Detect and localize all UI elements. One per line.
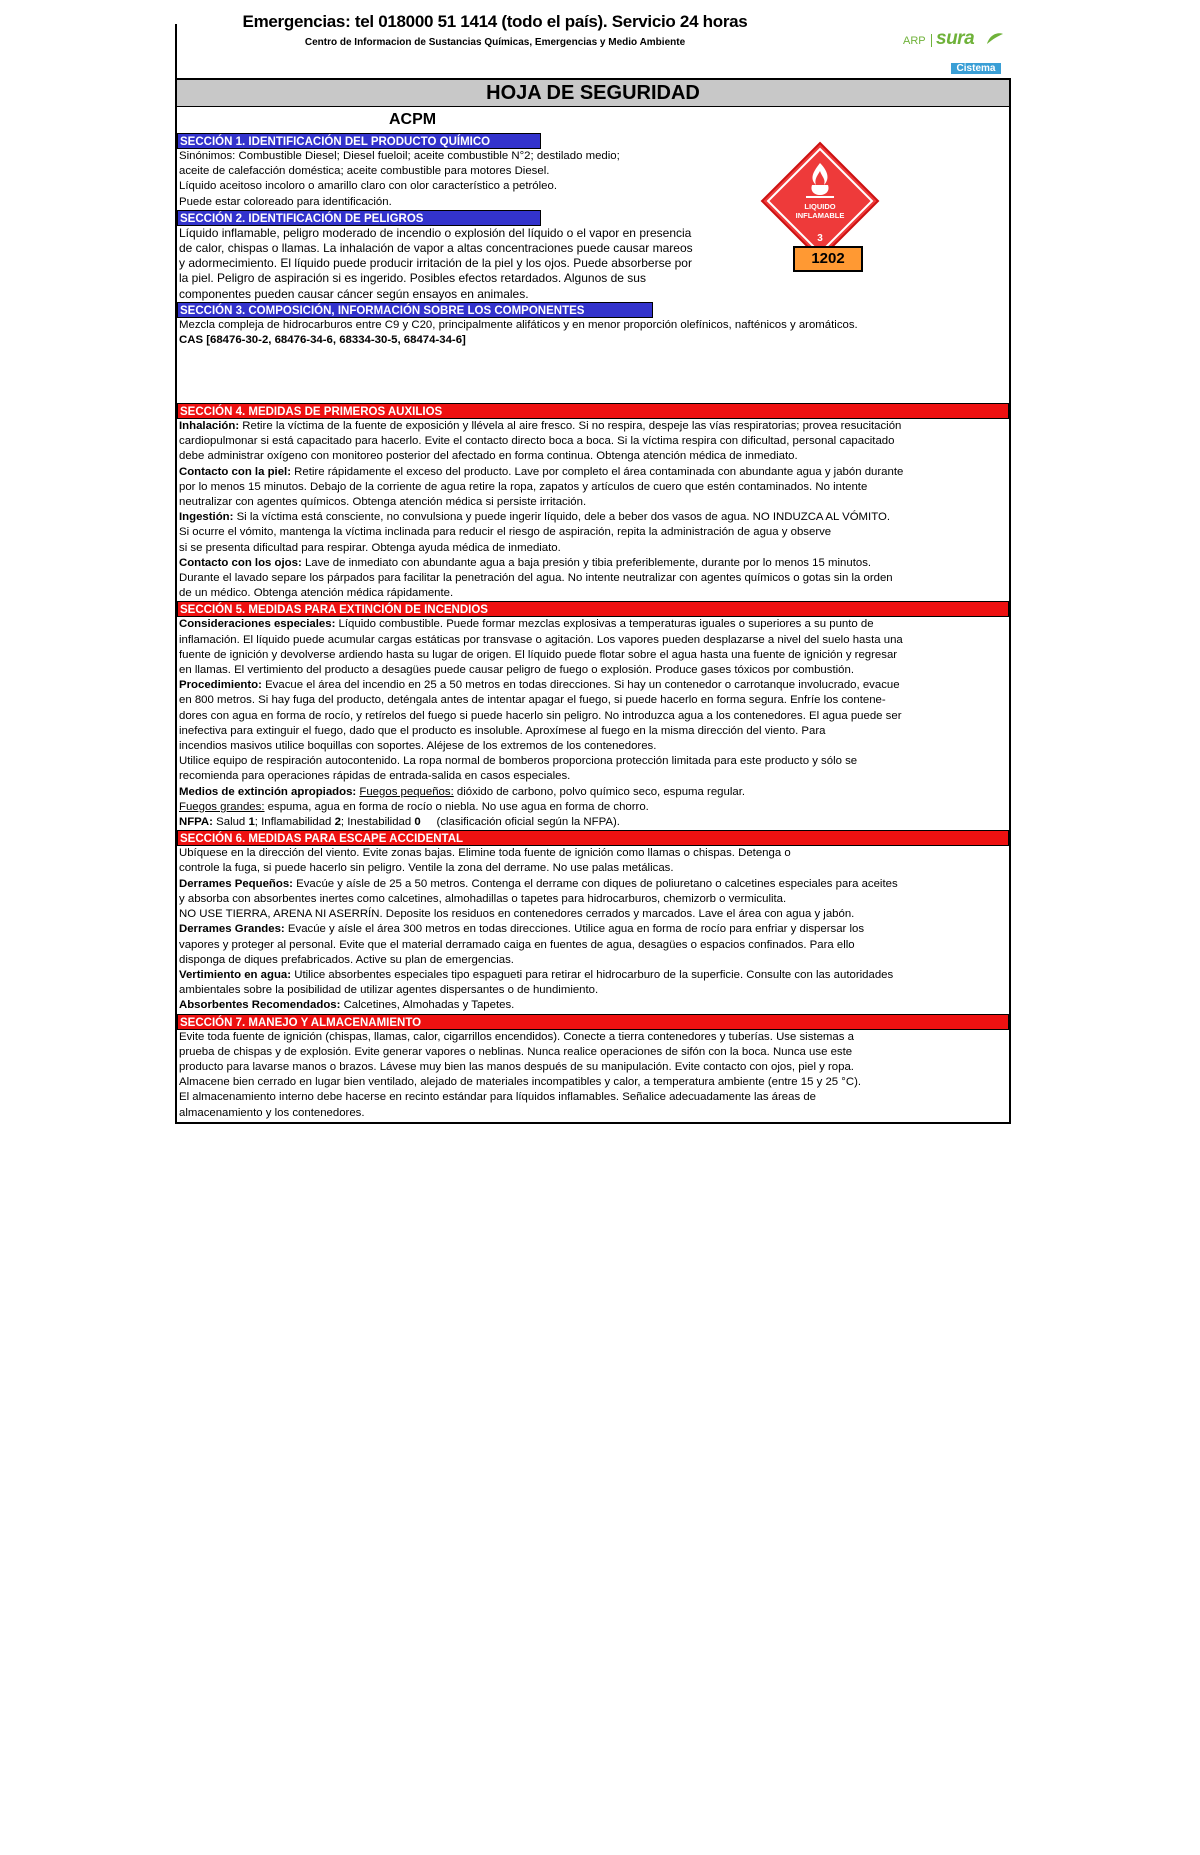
- large-spills-label: Derrames Grandes:: [179, 923, 285, 936]
- s7-line: producto para lavarse manos o brazos. Lávese muy bien las manos después de su manipulación. Evite contacto con ojos, piel y ropa.: [179, 1060, 854, 1073]
- s7-line: Evite toda fuente de ignición (chispas, llamas, calor, cigarrillos encendidos). Conecte a tierra contenedores y tuberías. Use sistemas a: [179, 1030, 854, 1043]
- s5-line: dores con agua en forma de rocío, y retírelos del fuego si puede hacerlo sin peligro. No introduzca agua a los contenedores. El agua puede ser: [179, 709, 902, 722]
- section-1-heading: SECCIÓN 1. IDENTIFICACIÓN DEL PRODUCTO QUÍMICO: [177, 133, 541, 149]
- section-4-heading: SECCIÓN 4. MEDIDAS DE PRIMEROS AUXILIOS: [177, 403, 1009, 419]
- s4-line: debe administrar oxígeno con monitoreo posterior del afectado en forma continua. Obtenga atención médica de inmediato.: [179, 450, 798, 463]
- cistema-badge: Cistema: [951, 63, 1001, 74]
- flammable-liquid-placard-icon: [760, 141, 880, 261]
- text: Salud: [212, 816, 249, 829]
- text: ; Inflamabilidad: [254, 816, 335, 829]
- s2-line: la piel. Peligro de aspiración si es ingerido. Posibles efectos retardados. Algunos de sus: [179, 271, 646, 286]
- text: Líquido combustible. Puede formar mezclas explosivas a temperaturas iguales o superiores a su punto de: [335, 618, 874, 631]
- un-number: 1202: [793, 246, 863, 272]
- extinction-media-label: Medios de extinción apropiados:: [179, 785, 357, 798]
- section-2-body: [177, 226, 719, 302]
- section-2-heading: SECCIÓN 2. IDENTIFICACIÓN DE PELIGROS: [177, 210, 541, 226]
- sura-leaf-icon: [986, 32, 1004, 46]
- text: Si la víctima está consciente, no convulsiona y puede ingerir líquido, dele a beber dos vasos de agua. NO INDUZCA AL VÓMITO.: [233, 511, 890, 524]
- text: Evacúe y aísle el área 300 metros en todas direcciones. Utilice agua en forma de rocío para enfriar y dispersar los: [284, 923, 865, 936]
- section-1-body: [177, 149, 1009, 210]
- section-5-heading: SECCIÓN 5. MEDIDAS PARA EXTINCIÓN DE INCENDIOS: [177, 601, 1009, 617]
- s4-line: Durante el lavado separe los párpados para facilitar la penetración del agua. No intente neutralizar con agentes químicos o gotas sin la orden: [179, 572, 893, 585]
- s5-line: inefectiva para extinguir el fuego, dado que el producto es insoluble. Aproxímese al fuego en la misma dirección del viento. Para: [179, 724, 826, 737]
- s5-line: fuente de ignición y devolverse ardiendo hasta su lugar de origen. El líquido puede flotar sobre el agua hasta una fuente de ignición y regresar: [179, 648, 898, 661]
- small-spills-label: Derrames Pequeños:: [179, 877, 293, 890]
- procedure-label: Procedimiento:: [179, 679, 262, 692]
- s1-line: Sinónimos: Combustible Diesel; Diesel fueloil; aceite combustible N°2; destilado medio;: [179, 150, 620, 162]
- s3-line: Mezcla compleja de hidrocarburos entre C9 y C20, principalmente alifáticos y en menor proporción olefínicos, nafténicos y aromáticos.: [179, 318, 858, 331]
- section-7-body: [177, 1030, 1009, 1122]
- text: Lave de inmediato con abundante agua a baja presión y tibia preferiblemente, durante por lo menos 15 minutos.: [301, 556, 872, 569]
- s6-line: NO USE TIERRA, ARENA NI ASERRÍN. Deposite los residuos en contenedores cerrados y marcados. Lave el área con agua y jabón.: [179, 908, 855, 921]
- s6-line: disponga de diques prefabricados. Active su plan de emergencias.: [179, 953, 514, 966]
- s4-line: cardiopulmonar si está capacitado para hacerlo. Evite el contacto directo boca a boca. Si la víctima respira con dificultad, personal capacitado: [179, 435, 895, 448]
- section-5-body: [177, 617, 1009, 830]
- s2-line: componentes pueden causar cáncer según ensayos en animales.: [179, 286, 529, 301]
- text: Evacúe y aísle de 25 a 50 metros. Contenga el derrame con diques de poliuretano o calcetines especiales para aceites: [292, 877, 898, 890]
- s2-line: de calor, chispas o llamas. La inhalación de vapor a altas concentraciones puede causar mareos: [179, 241, 693, 256]
- eye-contact-label: Contacto con los ojos:: [179, 556, 302, 569]
- text: espuma, agua en forma de rocío o niebla. No use agua en forma de chorro.: [264, 800, 649, 813]
- nfpa-label: NFPA:: [179, 816, 213, 829]
- inhalation-label: Inhalación:: [179, 420, 240, 432]
- placard-label-2: INFLAMABLE: [795, 211, 845, 220]
- small-fires-label: Fuegos pequeños:: [359, 785, 454, 798]
- placard-class: 3: [817, 233, 823, 244]
- text: (clasificación oficial según la NFPA).: [420, 816, 620, 829]
- emergency-line: Emergencias: tel 018000 51 1414 (todo el país). Servicio 24 horas: [242, 12, 748, 31]
- s1-line: Puede estar coloreado para identificación.: [179, 195, 392, 208]
- top-zone: [177, 133, 1009, 403]
- water-discharge-label: Vertimiento en agua:: [179, 968, 292, 981]
- placard-label-1: LIQUIDO: [804, 202, 836, 211]
- product-name: ACPM: [389, 111, 437, 128]
- section-7-heading: SECCIÓN 7. MANEJO Y ALMACENAMIENTO: [177, 1014, 1009, 1030]
- text: Calcetines, Almohadas y Tapetes.: [340, 999, 515, 1012]
- center-name: Centro de Informacion de Sustancias Químicas, Emergencias y Medio Ambiente: [304, 37, 686, 48]
- ingestion-label: Ingestión:: [179, 511, 234, 524]
- text: Retire la víctima de la fuente de exposición y llévela al aire fresco. Si no respira, despeje las vías respiratorias; provea resucitación: [239, 420, 902, 432]
- product-name-row: [177, 107, 1009, 133]
- s6-line: controle la fuga, si puede hacerlo sin peligro. Ventile la zona del derrame. No use palas metálicas.: [179, 862, 674, 875]
- sheet-frame: [175, 78, 1011, 1124]
- text: dióxido de carbono, polvo químico seco, espuma regular.: [453, 785, 746, 798]
- s5-line: en 800 metros. Si hay fuga del producto, deténgala antes de intentar apagar el fuego, si puede hacerlo en forma segura. Enfríe los contene-: [179, 694, 886, 707]
- section-3-body: [177, 318, 1009, 348]
- s4-line: Si ocurre el vómito, mantenga la víctima inclinada para reducir el riesgo de aspiración, repita la administración de agua y observe: [179, 526, 832, 539]
- s4-line: neutralizar con agentes químicos. Obtenga atención médica si persiste irritación.: [179, 496, 587, 509]
- text: Retire rápidamente el exceso del producto. Lave por completo el área contaminada con abundante agua y jabón durante: [291, 465, 904, 478]
- s5-line: inflamación. El líquido puede acumular cargas estáticas por transvase o agitación. Los vapores pueden desplazarse a nivel del suelo hasta una: [179, 633, 903, 646]
- skin-contact-label: Contacto con la piel:: [179, 465, 292, 478]
- s4-line: de un médico. Obtenga atención médica rápidamente.: [179, 587, 454, 600]
- s1-line: aceite de calefacción doméstica; aceite combustible para motores Diesel.: [179, 165, 550, 178]
- logo-arp: ARP: [903, 35, 926, 47]
- section-4-body: [177, 419, 1009, 601]
- section-6-heading: SECCIÓN 6. MEDIDAS PARA ESCAPE ACCIDENTAL: [177, 830, 1009, 846]
- s4-line: si se presenta dificultad para respirar. Obtenga ayuda médica de inmediato.: [179, 541, 561, 554]
- s6-line: ambientales sobre la posibilidad de utilizar agentes dispersantes o de hundimiento.: [179, 984, 599, 997]
- text: Evacue el área del incendio en 25 a 50 metros en todas direcciones. Si hay un contenedor o carrotanque involucrado, evacue: [261, 679, 900, 692]
- section-3-heading: SECCIÓN 3. COMPOSICIÓN, INFORMACIÓN SOBRE LOS COMPONENTES: [177, 302, 653, 318]
- page-title: HOJA DE SEGURIDAD: [177, 80, 1009, 107]
- s5-line: recomienda para operaciones rápidas de entrada-salida en casos especiales.: [179, 770, 571, 783]
- left-rule: [175, 24, 177, 80]
- s6-line: vapores y proteger al personal. Evite que el material derramado caiga en fuentes de agua, desagües o espacios confinados. Para ello: [179, 938, 855, 951]
- nfpa-flammability-value: 2: [334, 816, 341, 829]
- large-fires-label: Fuegos grandes:: [179, 800, 265, 813]
- s7-line: El almacenamiento interno debe hacerse en recinto estándar para líquidos inflamables. Señalice adecuadamente las áreas de: [179, 1091, 817, 1104]
- s6-line: Ubíquese en la dirección del viento. Evite zonas bajas. Elimine toda fuente de ignición como llamas o chispas. Detenga o: [179, 847, 791, 860]
- s5-line: Utilice equipo de respiración autocontenido. La ropa normal de bomberos proporciona protección limitada para este producto y sólo se: [179, 755, 858, 768]
- considerations-label: Consideraciones especiales:: [179, 618, 336, 631]
- s4-line: por lo menos 15 minutos. Debajo de la corriente de agua retire la ropa, zapatos y artículos de cuero que estén contaminados. No intente: [179, 480, 868, 493]
- text: Utilice absorbentes especiales tipo espagueti para retirar el hidrocarburo de la superficie. Consulte con las autoridades: [291, 968, 894, 981]
- logo-sura: sura: [936, 28, 975, 49]
- nfpa-instability-value: 0: [414, 816, 421, 829]
- s5-line: en llamas. El vertimiento del producto a desagües puede causar peligro de fuego o explosión. Produce gases tóxicos por combustión.: [179, 664, 854, 677]
- s5-line: incendios masivos utilice boquillas con soportes. Aléjese de los extremos de los contenedores.: [179, 740, 657, 753]
- s6-line: y absorba con absorbentes inertes como calcetines, almohadillas o tapetes para hidrocarburos, chemizorb o vermiculita.: [179, 892, 787, 905]
- nfpa-health-value: 1: [248, 816, 255, 829]
- s2-line: y adormecimiento. El líquido puede producir irritación de la piel y los ojos. Puede absorberse por: [179, 256, 692, 271]
- section-6-body: [177, 846, 1009, 1013]
- absorbents-label: Absorbentes Recomendados:: [179, 999, 341, 1012]
- s2-line: Líquido inflamable, peligro moderado de incendio o explosión del líquido o el vapor en presencia: [179, 225, 692, 240]
- cas-numbers: CAS [68476-30-2, 68476-34-6, 68334-30-5, 68474-34-6]: [179, 334, 466, 347]
- s7-line: prueba de chispas y de explosión. Evite generar vapores o neblinas. Nunca realice operaciones de sifón con la boca. Nunca use este: [179, 1045, 853, 1058]
- s1-line: Líquido aceitoso incoloro o amarillo claro con olor característico a petróleo.: [179, 180, 557, 193]
- arp-sura-logo: [903, 28, 1013, 52]
- s7-line: almacenamiento y los contenedores.: [179, 1106, 365, 1119]
- text: ; Inestabilidad: [340, 816, 415, 829]
- s7-line: Almacene bien cerrado en lugar bien ventilado, alejado de materiales incompatibles y calor, a temperatura ambiente (entre 15 y 25 °C).: [179, 1076, 862, 1089]
